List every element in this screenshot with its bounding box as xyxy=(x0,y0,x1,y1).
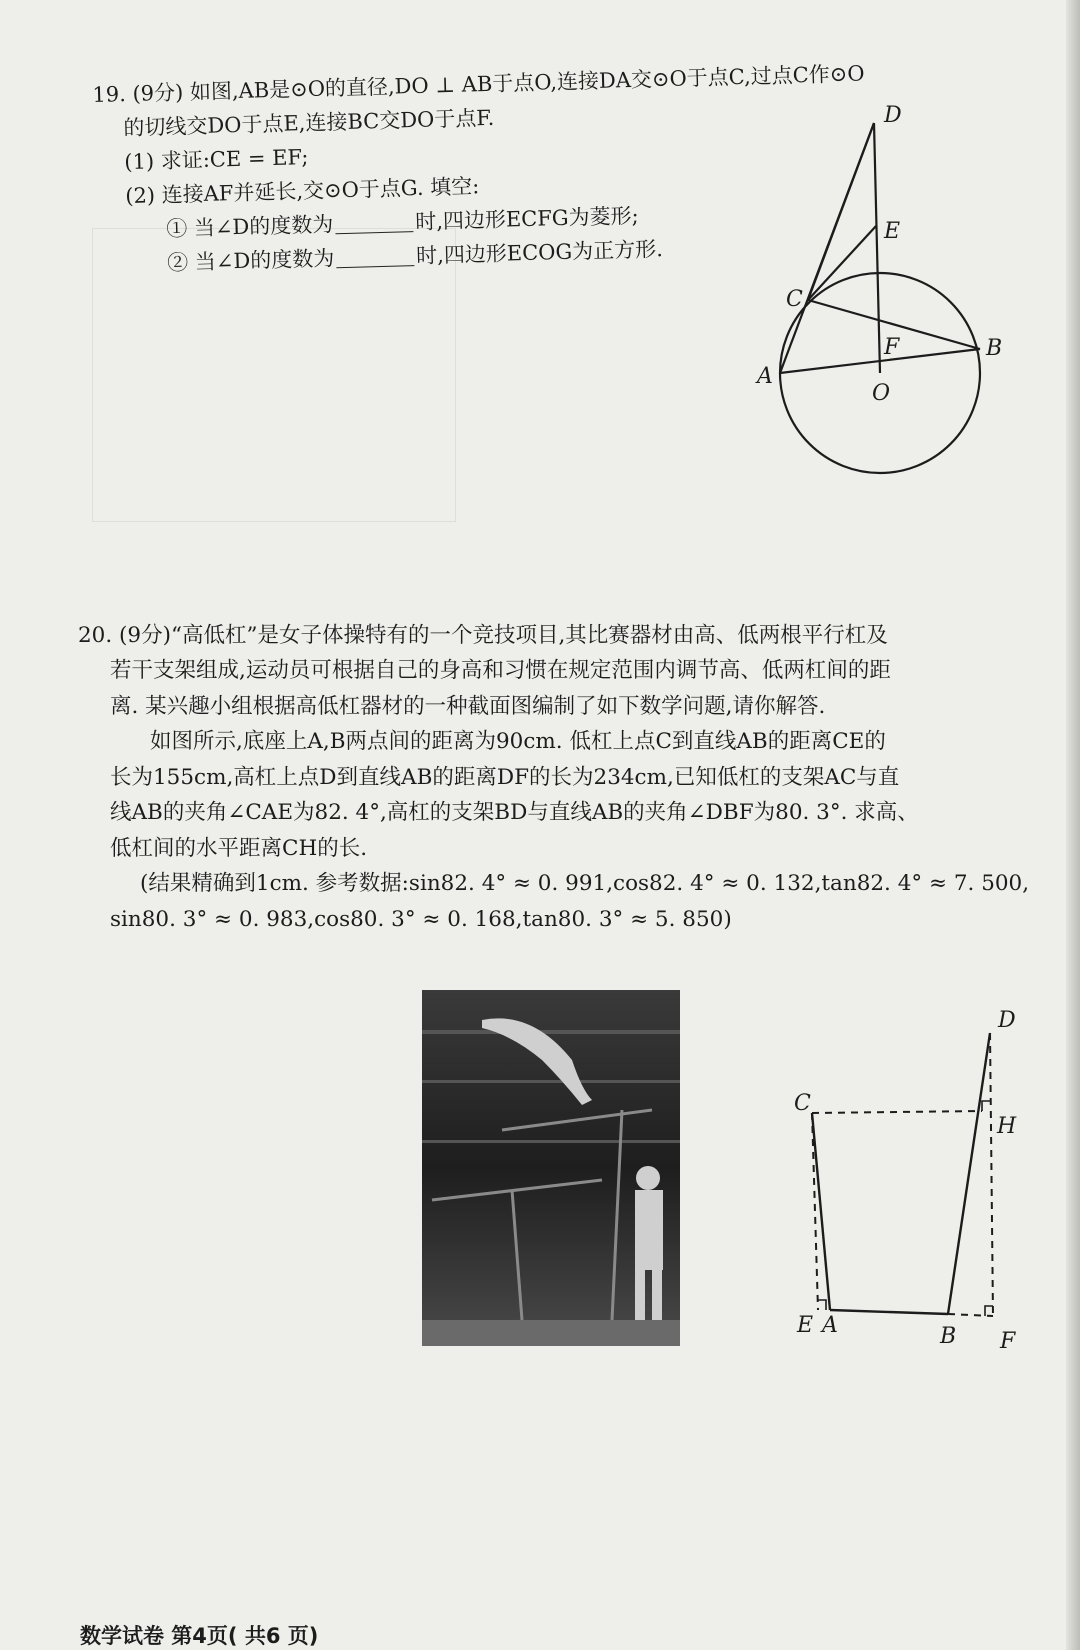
right-angle-f xyxy=(985,1306,993,1316)
segment-df xyxy=(990,1033,993,1316)
label-b: B xyxy=(940,1324,957,1349)
figure-19-circle-diagram xyxy=(740,100,1030,500)
q19-part-1: (1) 求证:CE = EF; xyxy=(124,145,309,175)
q20-line-1: 20. (9分)“高低杠”是女子体操特有的一个竞技项目,其比赛器材由高、低两根平行杠及 xyxy=(78,623,888,648)
label-d: D xyxy=(998,1008,1016,1033)
q20-line-2: 若干支架组成,运动员可根据自己的身高和习惯在规定范围内调节高、低两杠间的距 xyxy=(110,658,891,684)
q19-line-2: 的切线交DO于点E,连接BC交DO于点F. xyxy=(123,105,495,141)
q20-para-1: 如图所示,底座上A,B两点间的距离为90cm. 低杠上点C到直线AB的距离CE的 xyxy=(150,729,886,755)
label-e: E xyxy=(884,219,901,244)
page-footer: 数学试卷 第4页( 共6 页) xyxy=(80,1624,319,1648)
q20-reference-1: (结果精确到1cm. 参考数据:sin82. 4° ≈ 0. 991,cos82. 4° ≈ 0. 132,tan82. 4° ≈ 7. 500, xyxy=(140,871,1030,897)
segment-bf xyxy=(948,1314,993,1316)
q19-sub-2-pre: ② 当∠D的度数为 xyxy=(166,246,335,276)
uneven-bars-photo xyxy=(422,990,680,1346)
label-o: O xyxy=(872,381,891,406)
label-e: E xyxy=(797,1313,814,1338)
label-d: D xyxy=(884,103,902,128)
q20-reference-2: sin80. 3° ≈ 0. 983,cos80. 3° ≈ 0. 168,tan80. 3° ≈ 5. 850) xyxy=(110,906,732,932)
support-ac xyxy=(812,1113,830,1310)
question-20 xyxy=(78,618,1028,937)
label-a: A xyxy=(822,1313,838,1338)
segment-do xyxy=(874,123,880,373)
support-bd xyxy=(948,1033,990,1314)
label-c: C xyxy=(786,287,803,312)
right-angle-h xyxy=(982,1101,990,1111)
q19-line-1: 19. (9分) 如图,AB是⊙O的直径,DO ⊥ AB于点O,连接DA交⊙O于点C,过点C作⊙O xyxy=(92,61,865,107)
label-c: C xyxy=(794,1091,811,1116)
q19-sub-1-pre: ① 当∠D的度数为 xyxy=(165,212,334,242)
right-angle-e xyxy=(818,1300,826,1310)
q20-para-4: 低杠间的水平距离CH的长. xyxy=(110,835,368,861)
answer-blank-2 xyxy=(336,244,415,268)
figure-20-bar-diagram xyxy=(770,990,1040,1350)
label-f: F xyxy=(1000,1329,1016,1350)
label-h: H xyxy=(997,1114,1017,1139)
page-binding-edge xyxy=(1066,0,1080,1650)
segment-ce xyxy=(808,226,876,300)
q20-para-3: 线AB的夹角∠CAE为82. 4°,高杠的支架BD与直线AB的夹角∠DBF为80. 3°. 求高、 xyxy=(110,800,919,826)
question-19 xyxy=(92,60,865,282)
q19-part-2: (2) 连接AF并延长,交⊙O于点G. 填空: xyxy=(124,174,480,209)
label-a: A xyxy=(757,364,773,389)
label-f: F xyxy=(884,335,900,360)
base-ab xyxy=(830,1310,948,1314)
label-b: B xyxy=(986,336,1003,361)
q19-sub-2-post: 时,四边形ECOG为正方形. xyxy=(415,237,664,269)
q20-line-3: 离. 某兴趣小组根据高低杠器材的一种截面图编制了如下数学问题,请你解答. xyxy=(110,693,826,719)
answer-blank-1 xyxy=(335,210,414,234)
segment-ch xyxy=(812,1111,982,1113)
q19-sub-1-post: 时,四边形ECFG为菱形; xyxy=(414,203,640,235)
q20-para-2: 长为155cm,高杠上点D到直线AB的距离DF的长为234cm,已知低杠的支架AC与直 xyxy=(110,764,900,790)
